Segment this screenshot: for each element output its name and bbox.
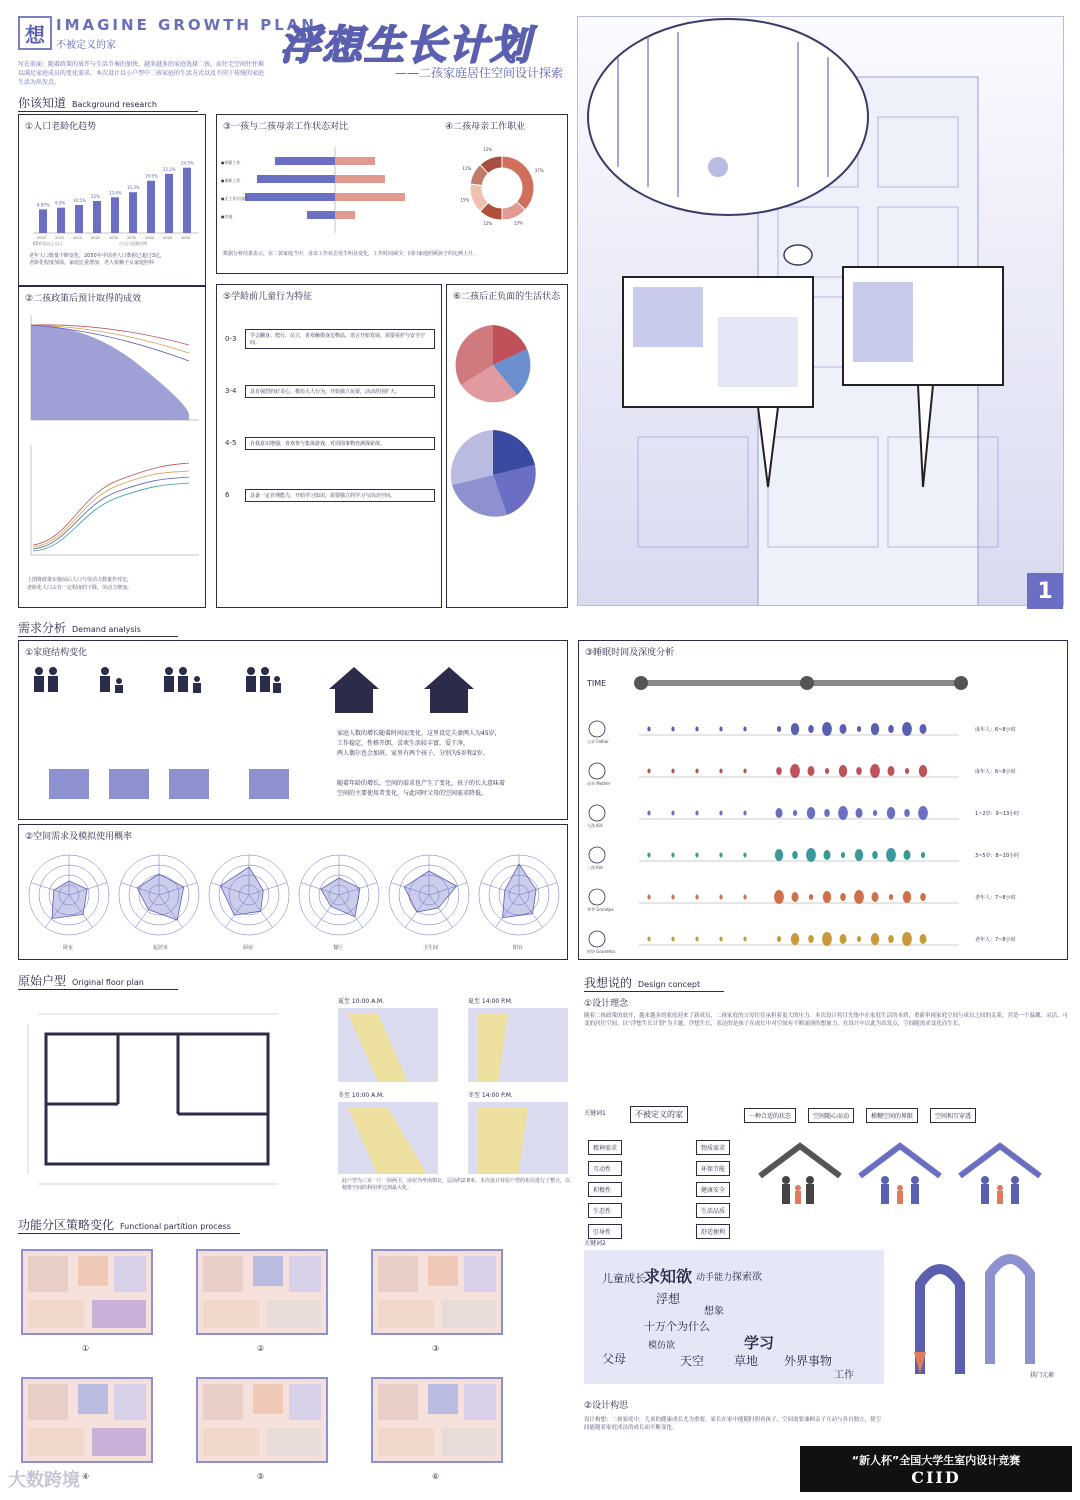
sleep-dot — [719, 811, 722, 816]
occupation-slice — [502, 156, 534, 210]
svg-text:65岁及以上人口: 65岁及以上人口 — [33, 241, 63, 246]
svg-text:上图将政策实施前后人口与劳动力数量作对比，: 上图将政策实施前后人口与劳动力数量作对比， — [27, 577, 133, 583]
age-row: 0-3 学会翻身、爬行、站立，喜欢触摸身边物品，语言开始发展，需要看护与安全空间。 — [225, 313, 435, 365]
aging-year-label: 2050 — [181, 236, 190, 240]
sleep-dot — [887, 807, 895, 819]
sleep-dot — [920, 893, 926, 901]
partition-number: ④ — [82, 1472, 90, 1481]
sleep-dot — [841, 852, 845, 858]
floor-section-title: 原始户型 Original floor plan — [18, 972, 178, 990]
age-row: 4-5 自我意识增强，喜欢参与集体游戏，对周围事物充满探索欲。 — [225, 417, 435, 469]
person-avatar — [589, 889, 605, 905]
sleep-dot — [904, 809, 910, 817]
word: 想象 — [704, 1306, 724, 1317]
panel-child-behavior: ⑤学龄前儿童行为特征 0-3 学会翻身、爬行、站立，喜欢触摸身边物品，语言开始发展，需要看护与安全空间。 3-4 具有强烈的好奇心，模仿大人行为，开始独立玩耍，活动范围扩大。 4-5 自我意识增强，喜欢参与集体游戏，对周围事物充满探索欲。 6 具备一定自理能力，开始学习知识，需要独立的学习与活动空间。 — [216, 284, 442, 608]
sleep-dot — [671, 811, 674, 816]
competition-badge: “新人杯”全国大学生室内设计竞赛 CIID — [800, 1446, 1072, 1492]
sleep-dot — [671, 853, 674, 858]
page-number-badge: 1 — [1027, 573, 1063, 609]
partition-section-title: 功能分区策略变化 Functional partition process — [18, 1216, 240, 1234]
radar-shape — [503, 864, 537, 918]
hero-illustration — [577, 16, 1064, 606]
sleep-dot — [824, 809, 830, 817]
sleep-dot — [919, 765, 927, 777]
sleep-dot — [920, 934, 927, 944]
sleep-dot — [886, 848, 896, 862]
sleep-dot — [889, 894, 893, 900]
sleep-dot — [719, 937, 722, 942]
word: 十万个为什么 — [644, 1320, 710, 1333]
time-label: TIME — [587, 679, 607, 688]
svg-text:●其他: ●其他 — [221, 214, 233, 219]
concept-paragraph: 随着二孩政策的放开，越来越多的家庭迎来了新成员，二孩家庭的父母往往承担着更大的压力。本次设计将目光集中在家庭生活的本质，重新审视家庭空间与成员之间的关系，营造一个温馨、灵活、可变的居住空间。以“浮想生长计划”为主题，浮想生长，表达的是孩子在成长中对空间有不断涌现的想象力，在设计中以此为出发点，空间随需求变化而生长。 — [584, 1013, 1069, 1027]
family-structure-illustration — [19, 659, 567, 819]
research-section-title: 你该知道 Background research — [18, 94, 198, 112]
sleep-dot — [671, 895, 674, 900]
sleep-dot — [857, 726, 861, 732]
person-avatar — [589, 763, 605, 779]
mother-work-charts — [217, 133, 567, 273]
age-row: 3-4 具有强烈的好奇心，模仿大人行为，开始独立玩耍，活动范围扩大。 — [225, 365, 435, 417]
age-list — [225, 313, 435, 521]
sleep-dot — [840, 934, 847, 944]
sleep-dot — [774, 890, 784, 904]
person-avatar — [589, 805, 605, 821]
word: 求知欲 — [644, 1267, 693, 1286]
sleep-dot — [918, 806, 928, 820]
aging-year-label: 2035 — [127, 236, 136, 240]
sleep-dot — [793, 810, 797, 816]
panel-sleep-analysis: ③睡眠时间及深度分析 TIME 父亲 Father 成年人：6~8小时 母亲 Mother 成年人：6~8小时 大孩 Kid 1~2岁：9~13小时 二孩 Kid 3~5岁：8~10小时 爷爷 Grandpa 老年人：7~8小时 奶奶 Grandma 老年人：7~8小时 — [578, 640, 1068, 960]
partition-plan — [193, 1244, 333, 1340]
door-label: 拱门元素 — [1030, 1372, 1055, 1379]
radar-label: 卫生间 — [423, 945, 439, 951]
sleep-note: 老年人：7~8小时 — [975, 937, 1016, 943]
panel-family-structure: ①家庭结构变化 家庭人数的增长随着时间而变化，这里设定夫妻两人为45岁， 工作稳定，性格开朗，喜欢生活较丰富，爱干净， 两人偶尔也会加班。家里有两个孩子，分别为5岁和2岁。 随着年龄的增长，空间的需求也产生了变化，孩子的长大意味着 空间的主要使用者变化，与此同时父母的空间需求降低。 — [18, 640, 568, 820]
partition-plan — [18, 1244, 158, 1340]
needs-right: 物质需求 环保节能 健康安全 生活品质 舒适便利 — [696, 1140, 730, 1239]
word: 学习 — [744, 1334, 775, 1352]
sleep-dot — [905, 768, 909, 774]
floor-note: 此户型为三室一厅一厨两卫，房屋为坐南朝北，层高约2.8米。本次设计对原户型的布局进行了整合，以便将空间的利用率达到最大化。 — [342, 1178, 570, 1191]
watermark: 大数跨境 — [8, 1470, 80, 1491]
sleep-timeline — [579, 659, 1067, 959]
aging-bar-label: 8.87% — [37, 202, 50, 208]
svg-text:工作稳定，性格开朗，喜欢生活较丰富，爱干净，: 工作稳定，性格开朗，喜欢生活较丰富，爱干净， — [337, 740, 470, 747]
sleep-dot — [743, 727, 746, 732]
sleep-dot — [888, 935, 894, 943]
sleep-dot — [807, 807, 815, 819]
sleep-dot — [777, 726, 781, 732]
sleep-dot — [854, 890, 864, 904]
partition-number: ② — [257, 1344, 265, 1353]
occupation-slice-label: 37% — [534, 168, 544, 174]
aging-bar-label: 10.5% — [73, 198, 86, 203]
svg-text:老龄化人口占有一定程度的下降，劳动力增加。: 老龄化人口占有一定程度的下降，劳动力增加。 — [27, 585, 133, 591]
sleep-dot — [671, 937, 674, 942]
svg-text:老年人口数量不断变化，2050年中国老人口数据已超过3亿，: 老年人口数量不断变化，2050年中国老人口数据已超过3亿， — [29, 253, 165, 259]
sleep-dot — [920, 724, 927, 734]
sleep-note: 3~5岁：8~10小时 — [975, 853, 1020, 859]
sleep-dot — [839, 765, 847, 777]
sleep-dot — [855, 849, 863, 861]
sun-plans — [298, 994, 576, 1174]
main-title: 浮想生长计划 — [280, 22, 532, 69]
aging-bar-label: 22.2% — [163, 166, 176, 172]
sleep-dot — [825, 768, 829, 774]
partition-number: ① — [82, 1344, 90, 1353]
keyword2-label: 关键词2 — [584, 1240, 606, 1247]
sleep-dot — [822, 932, 832, 946]
sleep-dot — [647, 769, 650, 774]
age-row: 6 具备一定自理能力，开始学习知识，需要独立的学习与活动空间。 — [225, 469, 435, 521]
occupation-slice-label: 13% — [513, 220, 523, 226]
partition-number: ⑤ — [257, 1472, 265, 1481]
person-name: 奶奶 Grandma — [587, 949, 615, 954]
person-avatar — [589, 847, 605, 863]
sleep-dot — [719, 727, 722, 732]
partition-plan — [18, 1372, 158, 1468]
person-avatar — [589, 931, 605, 947]
sleep-dot — [808, 766, 815, 776]
panel-life-status: ⑥二孩后正负面的生活状态 — [446, 284, 568, 608]
main-subtitle: ——二孩家庭居住空间设计探索 — [395, 66, 564, 80]
concept-subtitle-2: ②设计构思 — [584, 1401, 629, 1411]
sleep-dot — [838, 806, 848, 820]
sleep-dot — [695, 895, 698, 900]
partition-number: ⑥ — [432, 1472, 440, 1481]
aging-year-label: 2040 — [145, 236, 154, 240]
aging-bar — [111, 197, 119, 233]
aging-bar-chart — [19, 133, 205, 283]
occupation-slice-label: 11% — [462, 165, 472, 171]
occupation-slice-label: 12% — [483, 146, 493, 152]
sleep-dot — [695, 853, 698, 858]
keyword1-label: 关键词1 — [584, 1110, 606, 1117]
sleep-dot — [743, 811, 746, 816]
sleep-dot — [695, 811, 698, 816]
radar-label: 卧室 — [63, 945, 74, 951]
svg-text:老龄化程度加深，家庭比重增加，老人依赖子女家庭照料: 老龄化程度加深，家庭比重增加，老人依赖子女家庭照料 — [29, 260, 155, 266]
sleep-dot — [871, 723, 879, 735]
concept-paragraph-2: 设计构想：二孩家庭中，儿童的健康成长尤为重要，家长在家中能随时照看孩子，空间需要兼顾亲子互动与各自独立，使空间能随着家庭成员的成长而不断变化。 — [584, 1417, 882, 1431]
logo-box: 想 — [18, 16, 52, 50]
svg-text:空间的主要使用者变化，与此同时父母的空间需求降低。: 空间的主要使用者变化，与此同时父母的空间需求降低。 — [337, 790, 488, 797]
person-avatar — [589, 721, 605, 737]
concept-subtitle: ①设计理念 — [584, 999, 629, 1009]
english-title: IMAGINE GROWTH PLAN — [56, 16, 317, 34]
sleep-dot — [840, 724, 847, 734]
aging-year-label: 2030 — [109, 236, 118, 240]
aging-bar-label: 12% — [91, 194, 100, 199]
panel-policy: ②二孩政策后预计取得的成效 上图将政策实施前后人口与劳动力数量作对比， 老龄化人口占有一定程度的下降，劳动力增加。 — [18, 286, 206, 608]
panel-mother-work: ③一孩与二孩母亲工作状态对比 ④二孩母亲工作职业 ●带薪工作 ●兼职工作 ●无工作(全职) ●其他 37% 13% 12% 15% 11% 12% 数据分析结果表示，在二孩家庭当中，母亲工作状态发生明显变化，工作时间减少，回归家庭照顾孩子的比例上升。 — [216, 114, 568, 274]
aging-bar — [39, 209, 47, 233]
sleep-dot — [808, 935, 814, 943]
aging-bar — [75, 205, 83, 233]
sleep-dot — [823, 891, 831, 903]
partition-number: ③ — [432, 1344, 440, 1353]
aging-bar-label: 13.4% — [109, 190, 122, 196]
sleep-note: 老年人：7~8小时 — [975, 895, 1016, 901]
panel-space-demand: ②空间需求及模拟使用概率 卧室 起居室 厨房 餐厅 卫生间 阳台 — [18, 824, 568, 960]
floor-plan-drawing — [18, 994, 288, 1204]
person-name: 母亲 Mother — [587, 781, 611, 786]
radar-label: 起居室 — [153, 945, 169, 951]
svg-text:●无工作(全职): ●无工作(全职) — [221, 196, 248, 201]
sleep-dot — [671, 727, 674, 732]
concept-section-title: 我想说的 Design concept — [584, 974, 724, 992]
sleep-note: 1~2岁：9~13小时 — [975, 811, 1020, 817]
life-status-charts — [447, 305, 567, 555]
sleep-dot — [719, 769, 722, 774]
aging-year-label: 2010 — [37, 236, 46, 240]
radar-label: 阳台 — [513, 945, 524, 951]
svg-text:占人口总数比例: 占人口总数比例 — [119, 241, 147, 246]
aging-bar-label: 9.5% — [55, 200, 66, 206]
word: 儿童成长 — [602, 1272, 646, 1285]
aging-year-label: 2020 — [73, 236, 82, 240]
sleep-dot — [790, 764, 800, 778]
sleep-dot — [719, 895, 722, 900]
sleep-dot — [695, 727, 698, 732]
radar-charts — [19, 843, 567, 959]
word: 探索欲 — [732, 1272, 762, 1283]
floor-plan — [18, 994, 288, 1204]
sleep-dot — [808, 725, 814, 733]
sleep-dot — [872, 851, 878, 859]
intro-text: 写在前面：随着政策的放开与生活节奏的加快，越来越多的家庭选择二孩，而住宅空间往往难以满足家庭成员的变化需求。本次设计以小户型中二孩家庭的生活方式以及不同于传统的家庭生活为出发点。 — [18, 61, 265, 86]
word: 动手能力 — [696, 1273, 733, 1283]
aging-bar-label: 15.3% — [127, 185, 140, 191]
partition-grid — [18, 1244, 578, 1484]
radar-label: 餐厅 — [333, 945, 344, 951]
aging-bar — [147, 181, 155, 233]
aging-bar — [183, 168, 191, 233]
subtitle: 不被定义的家 — [56, 40, 116, 51]
sleep-dot — [671, 769, 674, 774]
sleep-dot — [822, 722, 832, 736]
sun-analysis: 夏至 10:00 A.M. 夏至 14:00 P.M. 冬至 10:00 A.M. 冬至 14:00 P.M. 此户型为三室一厅一厨两卫，房屋为坐南朝北，层高约2.8米。本次设计对原户型的布局进行了整合，以便将空间的利用率达到最大化。 — [298, 994, 576, 1204]
partition-plan — [193, 1372, 333, 1468]
aging-bar-label: 24.5% — [181, 160, 194, 166]
sleep-note: 成年人：6~8小时 — [975, 727, 1016, 733]
sleep-dot — [776, 767, 782, 775]
sleep-dot — [857, 936, 861, 942]
radar-shape — [52, 881, 87, 918]
sleep-dot — [791, 723, 799, 735]
sleep-dot — [743, 937, 746, 942]
sleep-dot — [921, 852, 925, 858]
sleep-dot — [647, 727, 650, 732]
sleep-dot — [871, 933, 879, 945]
sleep-dot — [903, 891, 911, 903]
sleep-dot — [743, 853, 746, 858]
svg-text:●带薪工作: ●带薪工作 — [221, 160, 241, 165]
sleep-dot — [695, 937, 698, 942]
policy-line-charts — [19, 305, 205, 605]
word: 天空 — [680, 1354, 705, 1368]
sleep-dot — [902, 722, 912, 736]
word: 草地 — [734, 1354, 759, 1368]
person-name: 大孩 Kid — [587, 823, 603, 828]
aging-bar-label: 19.6% — [145, 173, 158, 179]
partition-plan — [368, 1372, 508, 1468]
radar-shape — [137, 874, 184, 920]
concept-flow: 一种合适的状态 空间随心而动 模糊空间的界限 空间相互穿透 — [744, 1108, 976, 1123]
sleep-dot — [792, 892, 799, 902]
occupation-slice-label: 15% — [460, 197, 470, 203]
sleep-dot — [873, 810, 877, 816]
sleep-dot — [791, 933, 799, 945]
word: 父母 — [602, 1352, 627, 1366]
word: 浮想 — [656, 1292, 681, 1306]
sleep-dot — [872, 892, 879, 902]
sleep-dot — [856, 808, 863, 818]
sleep-dot — [840, 893, 846, 901]
svg-text:●兼职工作: ●兼职工作 — [221, 178, 241, 183]
sleep-dot — [743, 769, 746, 774]
occupation-slice-label: 12% — [483, 221, 493, 227]
sleep-dot — [824, 850, 831, 860]
demand-section-title: 需求分析 Demand analysis — [18, 619, 178, 637]
aging-year-label: 2045 — [163, 236, 172, 240]
sleep-dot — [856, 767, 862, 775]
arch-door-illustration — [900, 1244, 1068, 1384]
sleep-dot — [647, 937, 650, 942]
sleep-dot — [902, 932, 912, 946]
svg-text:家庭人数的增长随着时间而变化，这里设定夫妻两人为45岁，: 家庭人数的增长随着时间而变化，这里设定夫妻两人为45岁， — [337, 730, 501, 737]
sleep-dot — [743, 895, 746, 900]
sleep-dot — [777, 936, 781, 942]
aging-bar — [129, 192, 137, 233]
aging-bar — [57, 208, 65, 233]
aging-bar — [165, 174, 173, 233]
svg-text:两人偶尔也会加班。家里有两个孩子，分别为5岁和2岁。: 两人偶尔也会加班。家里有两个孩子，分别为5岁和2岁。 — [337, 750, 489, 757]
aging-bar — [93, 201, 101, 233]
sleep-dot — [888, 725, 894, 733]
keyword1-main: 不被定义的家 — [630, 1106, 688, 1123]
sleep-dot — [776, 808, 783, 818]
person-name: 爷爷 Grandpa — [587, 907, 614, 912]
house-icons — [750, 1136, 1068, 1226]
sleep-dot — [806, 848, 816, 862]
sleep-dot — [904, 850, 911, 860]
sleep-dot — [775, 849, 783, 861]
svg-text:随着年龄的增长，空间的需求也产生了变化，孩子的长大意味着: 随着年龄的增长，空间的需求也产生了变化，孩子的长大意味着 — [337, 780, 506, 787]
radar-label: 厨房 — [243, 945, 254, 951]
sleep-dot — [792, 851, 798, 859]
svg-text:数据分析结果表示，在二孩家庭当中，母亲工作状态发生明显变化，: 数据分析结果表示，在二孩家庭当中，母亲工作状态发生明显变化，工作时间减少，回归家庭照顾孩子的比例上升。 — [223, 251, 479, 257]
needs-left: 精神需求 互动性 积极性 生态性 引导性 — [588, 1140, 622, 1239]
panel-aging: ①人口老龄化趋势 8.87% 2010 9.5% 2015 10.5% 2020 12% 2025 13.4% 2030 15.3% 2035 19.6% 2040 22.2% 2045 24.5% 2050 65岁及以上人口 占人口总数比例 老年人口数量不断变化，2050年中国老人口数据已超过3亿， 老龄化程度加深，家庭比重增加，老人依赖子女家庭照料 — [18, 114, 206, 286]
partition-plan — [368, 1244, 508, 1340]
sleep-dot — [888, 766, 895, 776]
sleep-dot — [647, 853, 650, 858]
sleep-dot — [870, 764, 880, 778]
word-cloud — [584, 1250, 884, 1384]
sleep-dot — [809, 894, 813, 900]
sleep-dot — [647, 895, 650, 900]
aging-year-label: 2025 — [91, 236, 100, 240]
sleep-dot — [647, 811, 650, 816]
word: 工作 — [834, 1370, 854, 1381]
sleep-dot — [719, 853, 722, 858]
person-name: 父亲 Father — [587, 739, 609, 744]
radar-shape — [220, 867, 263, 915]
sleep-note: 成年人：6~8小时 — [975, 769, 1016, 775]
word: 模仿欲 — [648, 1341, 676, 1351]
building-facade — [578, 17, 1064, 606]
sleep-dot — [695, 769, 698, 774]
word: 外界事物 — [784, 1354, 833, 1368]
aging-year-label: 2015 — [55, 236, 64, 240]
person-name: 二孩 Kid — [587, 865, 603, 870]
